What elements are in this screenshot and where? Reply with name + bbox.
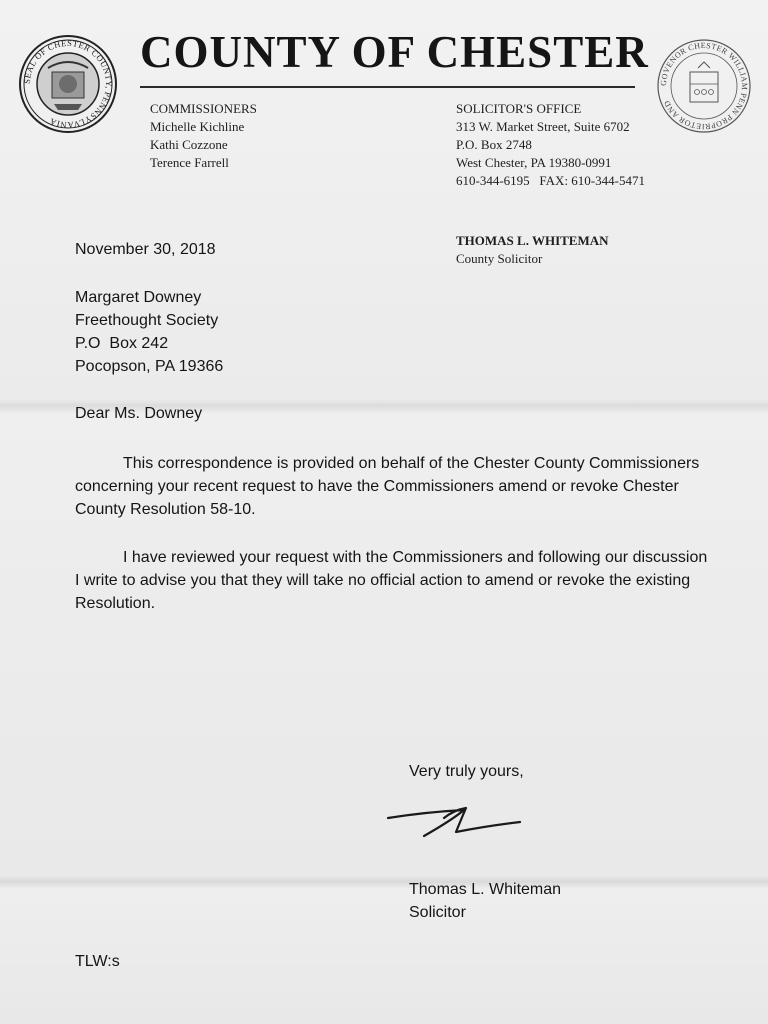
paragraph-text: This correspondence is provided on behalf of the Chester County Commissioners concerning your recent request to have the Commissioners amend or revoke Chester County Resolution 58-10. bbox=[75, 455, 700, 518]
solicitor-block bbox=[456, 232, 609, 268]
office-po-box: P.O. Box 2748 bbox=[456, 137, 532, 152]
svg-text:GOVENOR CHESTER WILLIAM PENN P bbox=[659, 41, 749, 131]
recipient-organization: Freethought Society bbox=[75, 312, 219, 329]
letter-paragraph bbox=[75, 546, 715, 615]
solicitor-name: THOMAS L. WHITEMAN bbox=[456, 233, 609, 248]
handwritten-signature bbox=[386, 800, 526, 840]
commissioners-heading: COMMISSIONERS bbox=[150, 101, 257, 116]
recipient-city: Pocopson, PA 19366 bbox=[75, 358, 224, 375]
chester-county-seal-icon bbox=[18, 34, 118, 134]
office-city-line: West Chester, PA 19380-0991 bbox=[456, 155, 612, 170]
commissioners-block bbox=[150, 100, 257, 172]
commissioner-name: Terence Farrell bbox=[150, 155, 229, 170]
signer-title: Solicitor bbox=[409, 904, 466, 921]
solicitor-title: County Solicitor bbox=[456, 251, 543, 266]
paragraph-text: I have reviewed your request with the Commissioners and following our discussion I write to advise you that they will take no official action to amend or revoke the existing Resolution. bbox=[75, 549, 708, 612]
office-phone-fax: 610-344-6195 FAX: 610-344-5471 bbox=[456, 173, 645, 188]
letter-date: November 30, 2018 bbox=[75, 241, 216, 258]
office-address-line: 313 W. Market Street, Suite 6702 bbox=[456, 119, 630, 134]
recipient-po-box: P.O Box 242 bbox=[75, 335, 169, 352]
solicitor-office-block bbox=[456, 100, 645, 190]
commissioner-name: Kathi Cozzone bbox=[150, 137, 228, 152]
salutation: Dear Ms. Downey bbox=[75, 405, 203, 422]
letter-paragraph bbox=[75, 452, 715, 521]
signer-block bbox=[409, 878, 561, 924]
seal-left-text: SEAL OF CHESTER COUNTY, PENNSYLVANIA bbox=[21, 37, 115, 131]
recipient-address bbox=[75, 286, 223, 378]
seal-right-text: GOVENOR CHESTER WILLIAM PENN PROPRIETOR AND bbox=[658, 40, 750, 132]
signer-name: Thomas L. Whiteman bbox=[409, 881, 562, 898]
recipient-name: Margaret Downey bbox=[75, 289, 202, 306]
typist-initials: TLW:s bbox=[75, 953, 120, 970]
commissioner-name: Michelle Kichline bbox=[150, 119, 245, 134]
county-title: COUNTY OF CHESTER bbox=[140, 27, 649, 77]
closing: Very truly yours, bbox=[409, 763, 524, 780]
header-rule bbox=[140, 86, 635, 88]
solicitor-office-heading: SOLICITOR'S OFFICE bbox=[456, 101, 582, 116]
governor-seal-icon bbox=[656, 34, 752, 154]
